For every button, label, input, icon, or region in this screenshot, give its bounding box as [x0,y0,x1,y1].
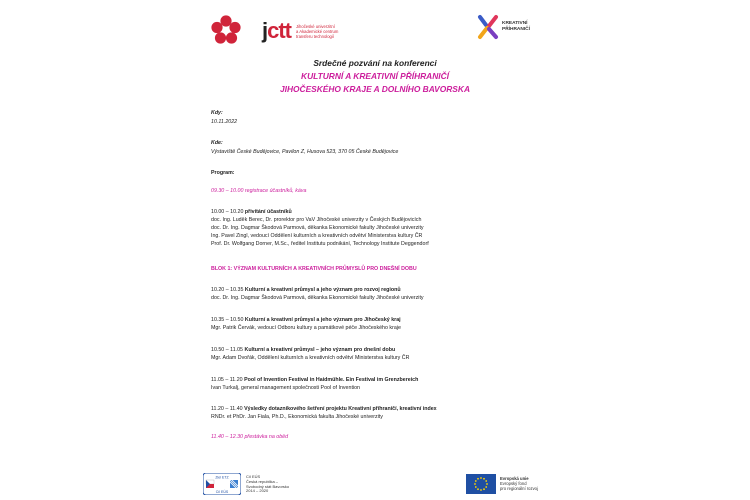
when-value: 10.11.2022 [211,119,238,125]
slot-speaker: Ivan Turkalj, general management společnosti Pool of Invention [211,385,360,391]
slot-speaker: Mgr. Adam Dvořák, Oddělení kulturních a kreativních odvětví Ministerstva kultury ČR [211,355,410,361]
interreg-badge-logo [203,473,241,495]
slot-time: 10.20 – 10.35 [211,287,244,293]
badge-top-text: Ziel ETZ [215,475,229,480]
kp-cross-icon [476,14,500,40]
kreativni-prihranici-logo [476,14,530,40]
welcome-speaker: Prof. Dr. Wolfgang Dorner, M.Sc., ředitel Institutu podnikání, Technology Institute Deggendorf [211,241,429,247]
slot-time: 10.35 – 10.50 [211,317,244,323]
slot-title: Kulturní a kreativní průmysl – jeho význam pro dnešní dobu [244,347,396,353]
welcome-speaker: doc. Ing. Luděk Berec, Dr. prorektor pro VaV Jihočeské univerzity v Českých Budějovicích [211,217,422,223]
program-slot [211,287,401,295]
jctt-wordmark: jctt [262,18,292,43]
welcome-speaker: doc. Dr. Ing. Dagmar Škodová Parmová, děkanka Ekonomické fakulty Jihočeské univerzity [211,225,424,231]
slot-title: Výsledky dotazníkového šetření projektu Kreativní příhraničí, kreativní index [244,406,437,412]
invitation-line: Srdečné pozvání na konferenci [313,58,437,68]
welcome-time: 10.00 – 10.20 [211,209,244,215]
invitation-heading [195,57,555,96]
welcome-slot [211,209,292,217]
where-label: Kde: [211,140,223,146]
lunch-break: 11.40 – 12.30 přestávka na oběd [211,434,289,440]
slot-speaker: doc. Dr. Ing. Dagmar Škodová Parmová, děkanka Ekonomické fakulty Jihočeské univerzity [211,295,424,301]
slot-title: Kulturní a kreativní průmysl a jeho význam pro Jihočeský kraj [244,317,401,323]
welcome-title: přivítání účastníků [244,209,292,215]
slot-speaker: RNDr. et PhDr. Jan Fiala, Ph.D., Ekonomická fakulta Jihočeské univerzity [211,414,383,420]
slot-time: 11.20 – 11.40 [211,406,243,412]
eu-funding-text: Evropská unie Evropský fond pro regionální rozvoj [500,476,538,491]
program-slot [211,406,437,414]
jctt-subtitle: Jihočeské univerzitní a Akademické centrum transferu technologií [296,23,339,39]
program-description: Cíl EÚS Česká republika – Svobodný stát Bavorsko 2014 – 2020 [246,474,290,494]
where-value: Výstaviště České Budějovice, Pavilon Z, Husova 523, 370 05 České Budějovice [211,149,399,155]
welcome-speaker: Ing. Pavel Zingl, vedoucí Oddělení kulturních a kreativních odvětví Ministerstva kultury ČR [211,233,423,239]
registration-line: 09.30 – 10.00 registrace účastníků, káva [211,188,307,194]
program-slot [211,317,401,325]
slot-title: Kulturní a kreativní průmysl a jeho význam pro rozvoj regionů [244,287,401,293]
program-slot [211,377,418,385]
slot-speaker: Mgr. Patrik Červák, vedoucí Odboru kultury a památkové péče Jihočeského kraje [211,325,401,331]
program-label: Program: [211,170,235,176]
badge-bottom-text: Cíl EÚS [215,490,229,494]
slot-time: 10.50 – 11.05 [211,347,244,353]
program-slot [211,347,395,355]
university-flower-logo [210,14,242,46]
block-1-heading: BLOK 1: VÝZNAM KULTURNÍCH A KREATIVNÍCH PRŮMYSLŮ PRO DNEŠNÍ DOBU [211,266,417,272]
slot-time: 11.05 – 11.20 [211,377,243,383]
slot-title: Pool of Invention Festival in Haidmühle. Ein Festival im Grenzbereich [244,377,419,383]
conference-title-line-2: JIHOČESKÉHO KRAJE A DOLNÍHO BAVORSKA [279,84,470,94]
conference-title-line-1: KULTURNÍ A KREATIVNÍ PŘÍHRANIČÍ [301,71,449,81]
jctt-logo [262,16,356,46]
kp-wordmark: KREATIVNÍ PŘÍHRANIČÍ [502,21,530,32]
when-label: Kdy: [211,110,223,116]
eu-flag-icon [466,474,496,494]
